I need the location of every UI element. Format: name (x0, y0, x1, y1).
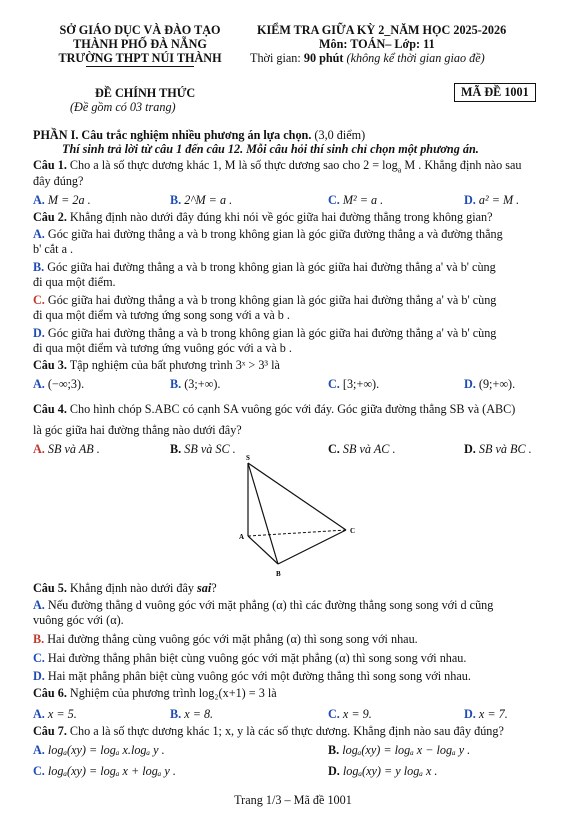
q1-stem-line2: đây đúng? (33, 174, 84, 188)
q1-label: Câu 1. (33, 158, 67, 172)
q3-option-d-key: D. (464, 377, 476, 391)
q2-stem (33, 210, 493, 225)
q2-option-d-text1: Góc giữa hai đường thẳng a và b trong không gian là góc giữa hai đường thẳng a' và b' cùng (44, 326, 497, 340)
q6-option-c (328, 707, 372, 722)
q7-option-a-key: A. (33, 743, 45, 757)
pyramid-figure (230, 452, 370, 580)
q5-option-a-text1: Nếu đường thẳng d vuông góc với mặt phẳng (α) thì các đường thẳng song song với d cũng (44, 598, 494, 612)
exam-code-box: MÃ ĐỀ 1001 (454, 83, 536, 102)
q5-option-c (33, 651, 466, 666)
q3-option-b (170, 377, 220, 392)
q5-option-a-key: A. (33, 598, 45, 612)
q7-option-c (33, 764, 176, 779)
q7-option-b-key: B. (328, 743, 340, 757)
q4-option-c-text: SB và AC . (342, 442, 396, 456)
header-underline (86, 66, 194, 67)
q7-option-c-key: C. (33, 764, 45, 778)
q4-option-a-key: A. (33, 442, 45, 456)
q7-option-d-text: logₐ(xy) = y logₐ x . (342, 764, 438, 778)
q3-option-a-key: A. (33, 377, 45, 391)
q5-stem (33, 581, 217, 596)
page-count: (Đề gồm có 03 trang) (70, 100, 176, 114)
q7-option-d-key: D. (328, 764, 340, 778)
q2-option-c-key: C. (33, 293, 45, 307)
q7-option-d (328, 764, 437, 779)
q1-stem1-tail: M . Khẳng định nào sau (401, 158, 522, 172)
official-label: ĐỀ CHÍNH THỨC (95, 86, 196, 100)
vertex-s-label: S (246, 454, 250, 462)
q1-option-b-key: B. (170, 193, 182, 207)
q1-stem1: Cho a là số thực dương khác 1, M là số thực dương sao cho 2 = log (66, 158, 398, 172)
q6-label: Câu 6. (33, 686, 67, 700)
q2-option-d-line2: đi qua một điểm và tương ứng vuông góc với a và b . (33, 341, 292, 355)
q2-option-b-line2: đi qua một điểm. (33, 275, 116, 289)
q1-option-b-text: 2^M = a . (184, 193, 233, 207)
q5-label: Câu 5. (33, 581, 67, 595)
q6-option-d-key: D. (464, 707, 476, 721)
edge-ac-hidden (248, 530, 346, 536)
q6-stem-text: Nghiệm của phương trình log₂(x+1) = 3 là (66, 686, 277, 700)
q7-option-b-text: logₐ(xy) = logₐ x − logₐ y . (342, 743, 471, 757)
q5-option-c-text: Hai đường thẳng phân biệt cùng vuông góc với mặt phẳng (α) thì song song với nhau. (44, 651, 467, 665)
q2-option-d-key: D. (33, 326, 45, 340)
q5-option-a-line2: vuông góc với (α). (33, 613, 124, 627)
q2-stem-text: Khẳng định nào dưới đây đúng khi nói về góc giữa hai đường thẳng trong không gian? (66, 210, 493, 224)
q2-option-c-text1: Góc giữa hai đường thẳng a và b trong không gian là góc giữa hai đường thẳng a' và b' cùng (44, 293, 497, 307)
q1-stem1-sub: a (397, 165, 402, 175)
vertex-b-label: B (276, 570, 281, 578)
q4-label: Câu 4. (33, 402, 67, 416)
exam-title: KIỂM TRA GIỮA KỲ 2_NĂM HỌC 2025-2026 (257, 23, 507, 37)
q4-option-b (170, 442, 236, 457)
q4-option-c-key: C. (328, 442, 340, 456)
q7-option-a-text: logₐ(xy) = logₐ x.logₐ y . (47, 743, 165, 757)
q7-label: Câu 7. (33, 724, 67, 738)
q5-option-b-text: Hai đường thẳng cùng vuông góc với mặt phẳng (α) thì song song với nhau. (44, 632, 418, 646)
q3-option-d-text: (9;+∞). (478, 377, 516, 391)
q2-option-a-line2: b' cắt a . (33, 242, 74, 256)
q1-option-b (170, 193, 232, 208)
q6-option-d-text: x = 7. (478, 707, 508, 721)
q5-option-d (33, 669, 471, 684)
header-city: THÀNH PHỐ ĐÀ NẴNG (73, 37, 207, 51)
q2-option-a-line1 (33, 227, 503, 242)
vertex-a-label: A (239, 533, 245, 541)
q3-option-d (464, 377, 515, 392)
edge-sc (248, 463, 346, 530)
q2-option-c-line2: đi qua một điểm và tương ứng song song với a và b . (33, 308, 290, 322)
q4-option-b-key: B. (170, 442, 182, 456)
exam-time-value: 90 phút (303, 51, 344, 65)
q3-stem-text: Tập nghiệm của bất phương trình 3ˣ > 3³ là (66, 358, 280, 372)
q6-option-a-text: x = 5. (47, 707, 77, 721)
q2-label: Câu 2. (33, 210, 67, 224)
q3-option-a-text: (−∞;3). (47, 377, 85, 391)
q5-stem-tail: ? (211, 581, 217, 595)
q4-stem-line1 (33, 402, 515, 417)
part1-heading (33, 128, 365, 143)
q2-option-b-key: B. (33, 260, 45, 274)
q1-option-c (328, 193, 383, 208)
q3-option-c-text: [3;+∞). (342, 377, 380, 391)
q7-option-c-text: logₐ(xy) = logₐ x + logₐ y . (47, 764, 176, 778)
q2-option-a-text1: Góc giữa hai đường thẳng a và b trong không gian là góc giữa đường thẳng a và đường thẳng (44, 227, 503, 241)
q4-option-d-key: D. (464, 442, 476, 456)
q5-stem-em: sai (197, 581, 212, 595)
q6-stem (33, 686, 277, 701)
q1-option-a-text: M = 2a . (47, 193, 91, 207)
q4-stem-line2: là góc giữa hai đường thẳng nào dưới đây? (33, 423, 242, 437)
q3-stem (33, 358, 280, 373)
q5-option-c-key: C. (33, 651, 45, 665)
q6-option-a (33, 707, 77, 722)
exam-time (250, 51, 485, 66)
q1-option-d-key: D. (464, 193, 476, 207)
q5-option-b (33, 632, 418, 647)
q3-option-c (328, 377, 379, 392)
q5-option-d-text: Hai mặt phẳng phân biệt cùng vuông góc với một đường thẳng thì song song với nhau. (44, 669, 471, 683)
q2-option-a-key: A. (33, 227, 45, 241)
q2-option-b-line1 (33, 260, 496, 275)
q6-option-b (170, 707, 213, 722)
q2-option-c-line1 (33, 293, 496, 308)
q6-option-b-text: x = 8. (184, 707, 214, 721)
q4-option-a-text: SB và AB . (47, 442, 100, 456)
exam-subject: Môn: TOÁN– Lớp: 11 (319, 37, 435, 51)
exam-time-label: Thời gian: (250, 51, 304, 65)
q4-option-a (33, 442, 100, 457)
q5-option-d-key: D. (33, 669, 45, 683)
q3-option-b-key: B. (170, 377, 182, 391)
q6-option-b-key: B. (170, 707, 182, 721)
q3-option-a (33, 377, 84, 392)
q1-stem-line1 (33, 158, 521, 173)
q6-option-a-key: A. (33, 707, 45, 721)
q3-option-b-text: (3;+∞). (184, 377, 221, 391)
q7-stem (33, 724, 504, 739)
q1-option-c-text: M² = a . (342, 193, 384, 207)
part1-points: (3,0 điểm) (311, 128, 366, 142)
page-footer: Trang 1/3 – Mã đề 1001 (234, 793, 352, 807)
q4-option-d-text: SB và BC . (478, 442, 532, 456)
exam-time-note: (không kể thời gian giao đề) (346, 51, 485, 65)
q3-option-c-key: C. (328, 377, 340, 391)
q4-option-b-text: SB và SC . (184, 442, 236, 456)
q7-option-a (33, 743, 165, 758)
q6-option-c-key: C. (328, 707, 340, 721)
q4-option-d (464, 442, 532, 457)
q5-option-b-key: B. (33, 632, 45, 646)
header-dept: SỞ GIÁO DỤC VÀ ĐÀO TẠO (59, 23, 221, 37)
edge-sb (248, 463, 278, 564)
q2-option-d-line1 (33, 326, 496, 341)
part1-instruction: Thí sinh trả lời từ câu 1 đến câu 12. Mỗi câu hỏi thí sinh chỉ chọn một phương án. (62, 142, 479, 156)
q6-option-c-text: x = 9. (342, 707, 372, 721)
q1-option-a-key: A. (33, 193, 45, 207)
q1-option-d (464, 193, 519, 208)
q7-option-b (328, 743, 470, 758)
q5-stem-text: Khẳng định nào dưới đây (66, 581, 198, 595)
q1-option-d-text: a² = M . (478, 193, 520, 207)
part1-title: PHẦN I. Câu trắc nghiệm nhiều phương án lựa chọn. (33, 128, 312, 142)
q7-stem-text: Cho a là số thực dương khác 1; x, y là các số thực dương. Khẳng định nào sau đây đúng? (66, 724, 504, 738)
q1-option-c-key: C. (328, 193, 340, 207)
q4-stem1: Cho hình chóp S.ABC có cạnh SA vuông góc với đáy. Góc giữa đường thẳng SB và (ABC) (66, 402, 516, 416)
vertex-c-label: C (350, 527, 356, 535)
q3-label: Câu 3. (33, 358, 67, 372)
q1-option-a (33, 193, 91, 208)
q2-option-b-text1: Góc giữa hai đường thẳng a và b trong không gian là góc giữa hai đường thẳng a' và b' cùng (44, 260, 496, 274)
q5-option-a-line1 (33, 598, 493, 613)
header-school: TRƯỜNG THPT NÚI THÀNH (58, 51, 222, 65)
q6-option-d (464, 707, 508, 722)
edge-bc (278, 530, 346, 564)
